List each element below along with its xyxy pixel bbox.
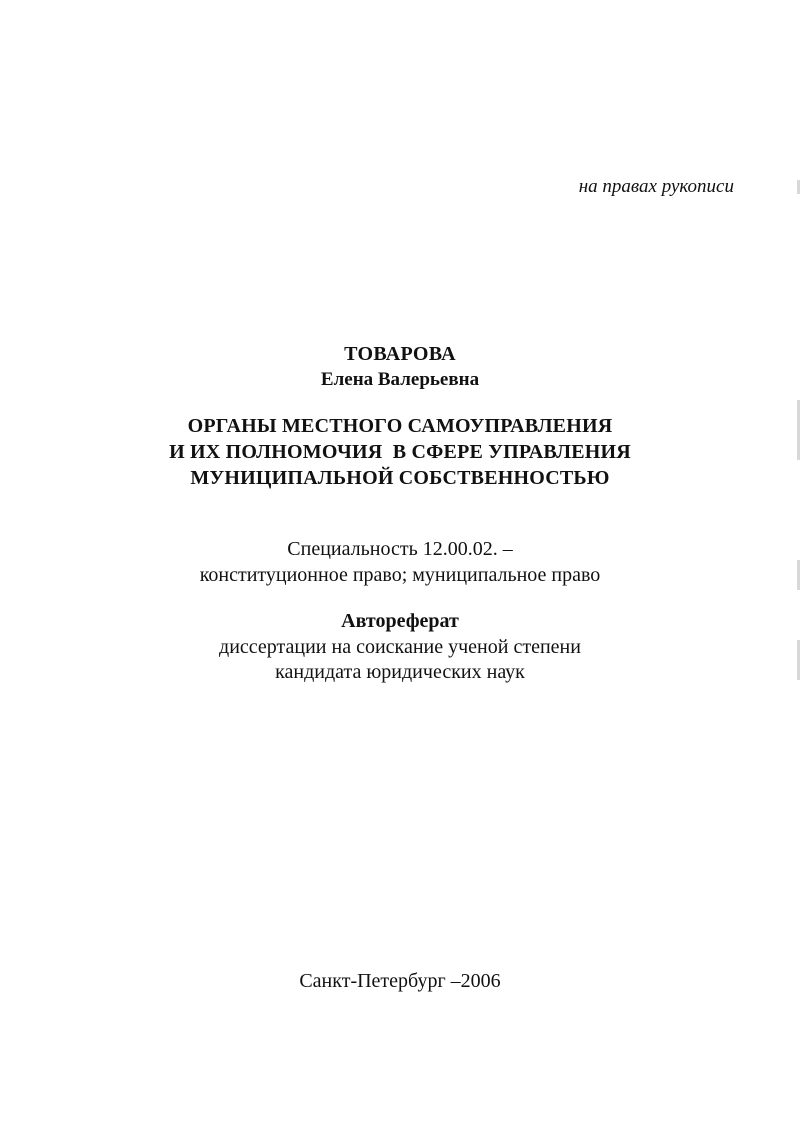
author-given-names: Елена Валерьевна <box>320 369 480 390</box>
city-year: Санкт-Петербург –2006 <box>299 970 501 992</box>
rights-note: на правах рукописи <box>578 176 734 197</box>
abstract-line-2: кандидата юридических наук <box>275 661 525 683</box>
title-line-2: И ИХ ПОЛНОМОЧИЯ В СФЕРЕ УПРАВЛЕНИЯ <box>169 441 631 463</box>
abstract-line-1: диссертации на соискание ученой степени <box>219 636 581 658</box>
specialty-line-2: конституционное право; муниципальное право <box>199 564 601 586</box>
title-line-1: ОРГАНЫ МЕСТНОГО САМОУПРАВЛЕНИЯ <box>187 415 613 437</box>
author-surname: ТОВАРОВА <box>344 343 456 365</box>
title-line-3: МУНИЦИПАЛЬНОЙ СОБСТВЕННОСТЬЮ <box>190 467 610 489</box>
specialty-line-1: Специальность 12.00.02. – <box>287 538 513 560</box>
abstract-label: Автореферат <box>341 610 459 632</box>
